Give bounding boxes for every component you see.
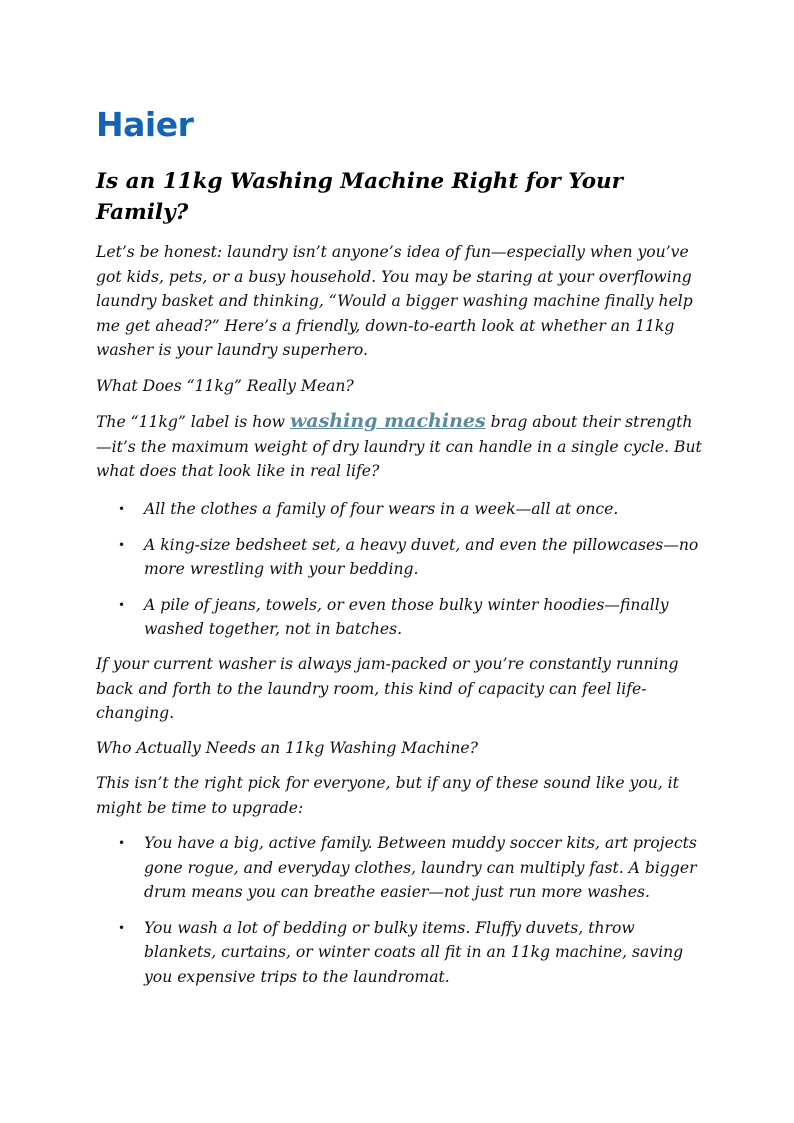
list-item: [96, 593, 702, 642]
list-item: [96, 831, 702, 905]
capacity-closing-paragraph: If your current washer is always jam-packed or you’re constantly running back and forth to the laundry room, this kind of capacity can feel life-changing.: [96, 655, 679, 722]
washing-machines-link[interactable]: washing machines: [289, 410, 486, 432]
list-item-text: A pile of jeans, towels, or even those bulky winter hoodies—finally washed together, not in batches.: [144, 595, 669, 638]
list-item-text: All the clothes a family of four wears in a week—all at once.: [144, 500, 619, 518]
section-heading-capacity: What Does “11kg” Really Mean?: [96, 377, 354, 395]
bullet-icon: •: [118, 920, 126, 935]
capacity-text-before-link: The “11kg” label is how: [96, 413, 290, 431]
list-item: [96, 533, 702, 582]
bullet-icon: •: [118, 836, 126, 850]
who-needs-bullet-list: [96, 831, 702, 989]
who-needs-intro-paragraph: This isn’t the right pick for everyone, but if any of these sound like you, it might be time to upgrade:: [96, 774, 679, 817]
bullet-icon: •: [118, 537, 126, 552]
bullet-icon: •: [118, 502, 126, 516]
brand-logo: Haier: [96, 105, 194, 144]
capacity-bullet-list: [96, 497, 702, 642]
list-item: [96, 497, 702, 522]
list-item: [96, 916, 702, 990]
capacity-paragraph: [96, 409, 702, 484]
list-item-text: You have a big, active family. Between muddy soccer kits, art projects gone rogue, and everyday clothes, laundry can multiply fast. A bigger drum means you can breathe easier—not just run more washes.: [144, 834, 697, 901]
bullet-icon: •: [118, 597, 126, 612]
list-item-text: A king-size bedsheet set, a heavy duvet, and even the pillowcases—no more wrestling with your bedding.: [144, 535, 699, 578]
section-heading-who-needs: Who Actually Needs an 11kg Washing Machine?: [96, 739, 478, 757]
capacity-text-after-link: brag about their strength—it’s the maximum weight of dry laundry it can handle in a single cycle. But what does that look like in real life?: [96, 413, 702, 480]
article-title: Is an 11kg Washing Machine Right for Your Family?: [96, 169, 624, 225]
list-item-text: You wash a lot of bedding or bulky items. Fluffy duvets, throw blankets, curtains, or winter coats all fit in an 11kg machine, saving you expensive trips to the laundromat.: [144, 918, 684, 986]
intro-paragraph: Let’s be honest: laundry isn’t anyone’s idea of fun—especially when you’ve got kids, pets, or a busy household. You may be staring at your overflowing laundry basket and thinking, “Would a bigger washing machine finally help me get ahead?” Here’s a friendly, down-to-earth look at whether an 11kg washer is your laundry superhero.: [96, 243, 693, 359]
